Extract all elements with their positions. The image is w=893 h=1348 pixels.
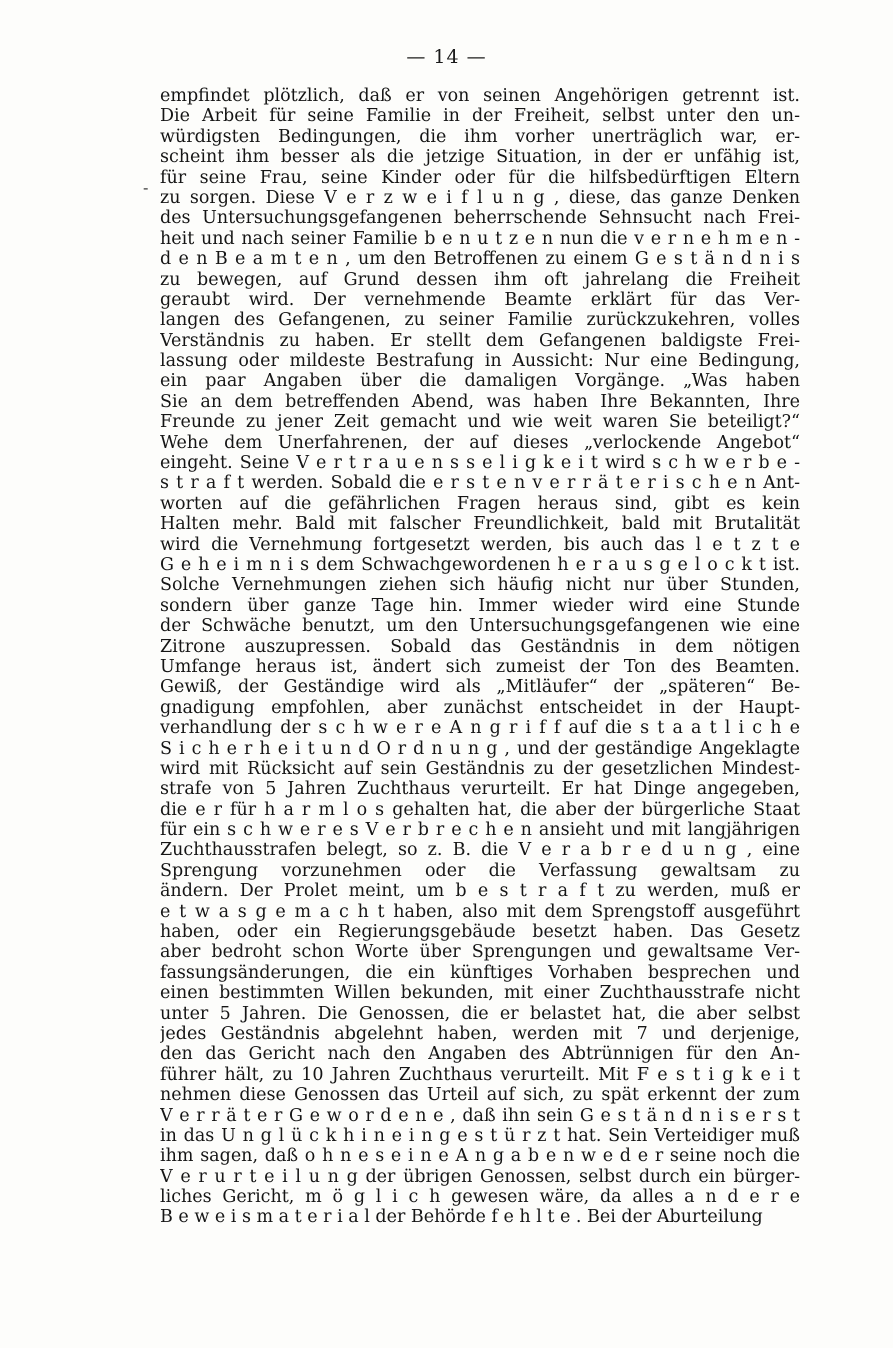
text-line: führer hält, zu 10 Jahren Zuchthaus verurteilt. Mit F e s t i g k e i t (160, 1064, 800, 1085)
text-line: in das U n g l ü c k h i n e i n g e s t ü r z t hat. Sein Verteidiger muß (160, 1125, 800, 1146)
text-line: s t r a f t werden. Sobald die e r s t e n v e r r ä t e r i s c h e n Ant- (160, 473, 800, 494)
text-line: Zuchthausstrafen belegt, so z. B. die V e r a b r e d u n g , eine (160, 840, 800, 861)
text-line: gnadigung empfohlen, aber zunächst entscheidet in der Haupt- (160, 697, 800, 718)
text-line: geraubt wird. Der vernehmende Beamte erklärt für das Ver- (160, 289, 800, 310)
text-line: Verständnis zu haben. Er stellt dem Gefangenen baldigste Frei- (160, 330, 800, 351)
text-line: heit und nach seiner Familie b e n u t z e n nun die v e r n e h m e n - (160, 228, 800, 249)
text-line: für ein s c h w e r e s V e r b r e c h e n ansieht und mit langjährigen (160, 820, 800, 841)
text-line: zu sorgen. Diese V e r z w e i f l u n g , diese, das ganze Denken (160, 187, 800, 208)
body-text (160, 86, 800, 1228)
text-line: wird die Vernehmung fortgesetzt werden, bis auch das l e t z t e (160, 534, 800, 555)
text-line: würdigsten Bedingungen, die ihm vorher unerträglich war, er- (160, 126, 800, 147)
text-line: Wehe dem Unerfahrenen, der auf dieses „verlockende Angebot“ (160, 432, 800, 453)
text-line: ein paar Angaben über die damaligen Vorgänge. „Was haben (160, 371, 800, 392)
text-line: die e r für h a r m l o s gehalten hat, die aber der bürgerliche Staat (160, 799, 800, 820)
text-line: verhandlung der s c h w e r e A n g r i f f auf die s t a a t l i c h e (160, 718, 800, 739)
text-line: wird mit Rücksicht auf sein Geständnis zu der gesetzlichen Mindest- (160, 758, 800, 779)
text-line: V e r r ä t e r G e w o r d e n e , daß ihn sein G e s t ä n d n i s e r s t (160, 1105, 800, 1126)
text-line: eingeht. Seine V e r t r a u e n s s e l i g k e i t wird s c h w e r b e - (160, 453, 800, 474)
text-line: den das Gericht nach den Angaben des Abtrünnigen für den An- (160, 1044, 800, 1065)
text-line: ihm sagen, daß o h n e s e i n e A n g a b e n w e d e r seine noch die (160, 1146, 800, 1167)
text-line: Die Arbeit für seine Familie in der Freiheit, selbst unter den un- (160, 106, 800, 127)
text-line: aber bedroht schon Worte über Sprengungen und gewaltsame Ver- (160, 942, 800, 963)
text-line: nehmen diese Genossen das Urteil auf sich, zu spät erkennt der zum (160, 1085, 800, 1106)
text-line: unter 5 Jahren. Die Genossen, die er belastet hat, die aber selbst (160, 1003, 800, 1024)
text-line: Freunde zu jener Zeit gemacht und wie weit waren Sie beteiligt?“ (160, 412, 800, 433)
text-line: ändern. Der Prolet meint, um b e s t r a f t zu werden, muß er (160, 881, 800, 902)
text-line: Halten mehr. Bald mit falscher Freundlichkeit, bald mit Brutalität (160, 514, 800, 535)
text-line: B e w e i s m a t e r i a l der Behörde f e h l t e . Bei der Aburteilung (160, 1207, 763, 1228)
text-line: Gewiß, der Geständige wird als „Mitläufer“ der „späteren“ Be- (160, 677, 800, 698)
text-line: Sie an dem betreffenden Abend, was haben Ihre Bekannten, Ihre (160, 391, 800, 412)
text-line: zu bewegen, auf Grund dessen ihm oft jahrelang die Freiheit (160, 269, 800, 290)
text-line: strafe von 5 Jahren Zuchthaus verurteilt. Er hat Dinge angegeben, (160, 779, 800, 800)
text-line: scheint ihm besser als die jetzige Situation, in der er unfähig ist, (160, 147, 800, 168)
text-line: Sprengung vorzunehmen oder die Verfassung gewaltsam zu (160, 860, 800, 881)
text-line: für seine Frau, seine Kinder oder für die hilfsbedürftigen Eltern (160, 167, 800, 188)
margin-mark: - (143, 178, 149, 197)
text-line: liches Gericht, m ö g l i c h gewesen wäre, da alles a n d e r e (160, 1187, 800, 1208)
text-line: worten auf die gefährlichen Fragen heraus sind, gibt es kein (160, 493, 800, 514)
text-line: fassungsänderungen, die ein künftiges Vorhaben besprechen und (160, 962, 800, 983)
text-line: jedes Geständnis abgelehnt haben, werden mit 7 und derjenige, (160, 1023, 800, 1044)
text-line: sondern über ganze Tage hin. Immer wieder wird eine Stunde (160, 595, 800, 616)
text-line: einen bestimmten Willen bekunden, mit einer Zuchthausstrafe nicht (160, 983, 800, 1004)
text-line: empfindet plötzlich, daß er von seinen Angehörigen getrennt ist. (160, 86, 800, 106)
text-line: haben, oder ein Regierungsgebäude besetzt haben. Das Gesetz (160, 922, 800, 943)
text-line: lassung oder mildeste Bestrafung in Aussicht: Nur eine Bedingung, (160, 351, 800, 372)
text-line: der Schwäche benutzt, um den Untersuchungsgefangenen wie eine (160, 616, 800, 637)
text-line: Umfange heraus ist, ändert sich zumeist der Ton des Beamten. (160, 656, 800, 677)
page-number: — 14 — (406, 46, 487, 68)
text-line: d e n B e a m t e n , um den Betroffenen zu einem G e s t ä n d n i s (160, 249, 800, 270)
text-line: des Untersuchungsgefangenen beherrschende Sehnsucht nach Frei- (160, 208, 800, 229)
text-line: Zitrone auszupressen. Sobald das Geständnis in dem nötigen (160, 636, 800, 657)
text-line: S i c h e r h e i t u n d O r d n u n g , und der geständige Angeklagte (160, 738, 800, 759)
text-line: V e r u r t e i l u n g der übrigen Genossen, selbst durch ein bürger- (160, 1166, 800, 1187)
text-line: langen des Gefangenen, zu seiner Familie zurückzukehren, volles (160, 310, 800, 331)
text-line: e t w a s g e m a c h t haben, also mit dem Sprengstoff ausgeführt (160, 901, 800, 922)
text-line: Solche Vernehmungen ziehen sich häufig nicht nur über Stunden, (160, 575, 800, 596)
text-line: G e h e i m n i s dem Schwachgewordenen h e r a u s g e l o c k t ist. (160, 554, 800, 575)
